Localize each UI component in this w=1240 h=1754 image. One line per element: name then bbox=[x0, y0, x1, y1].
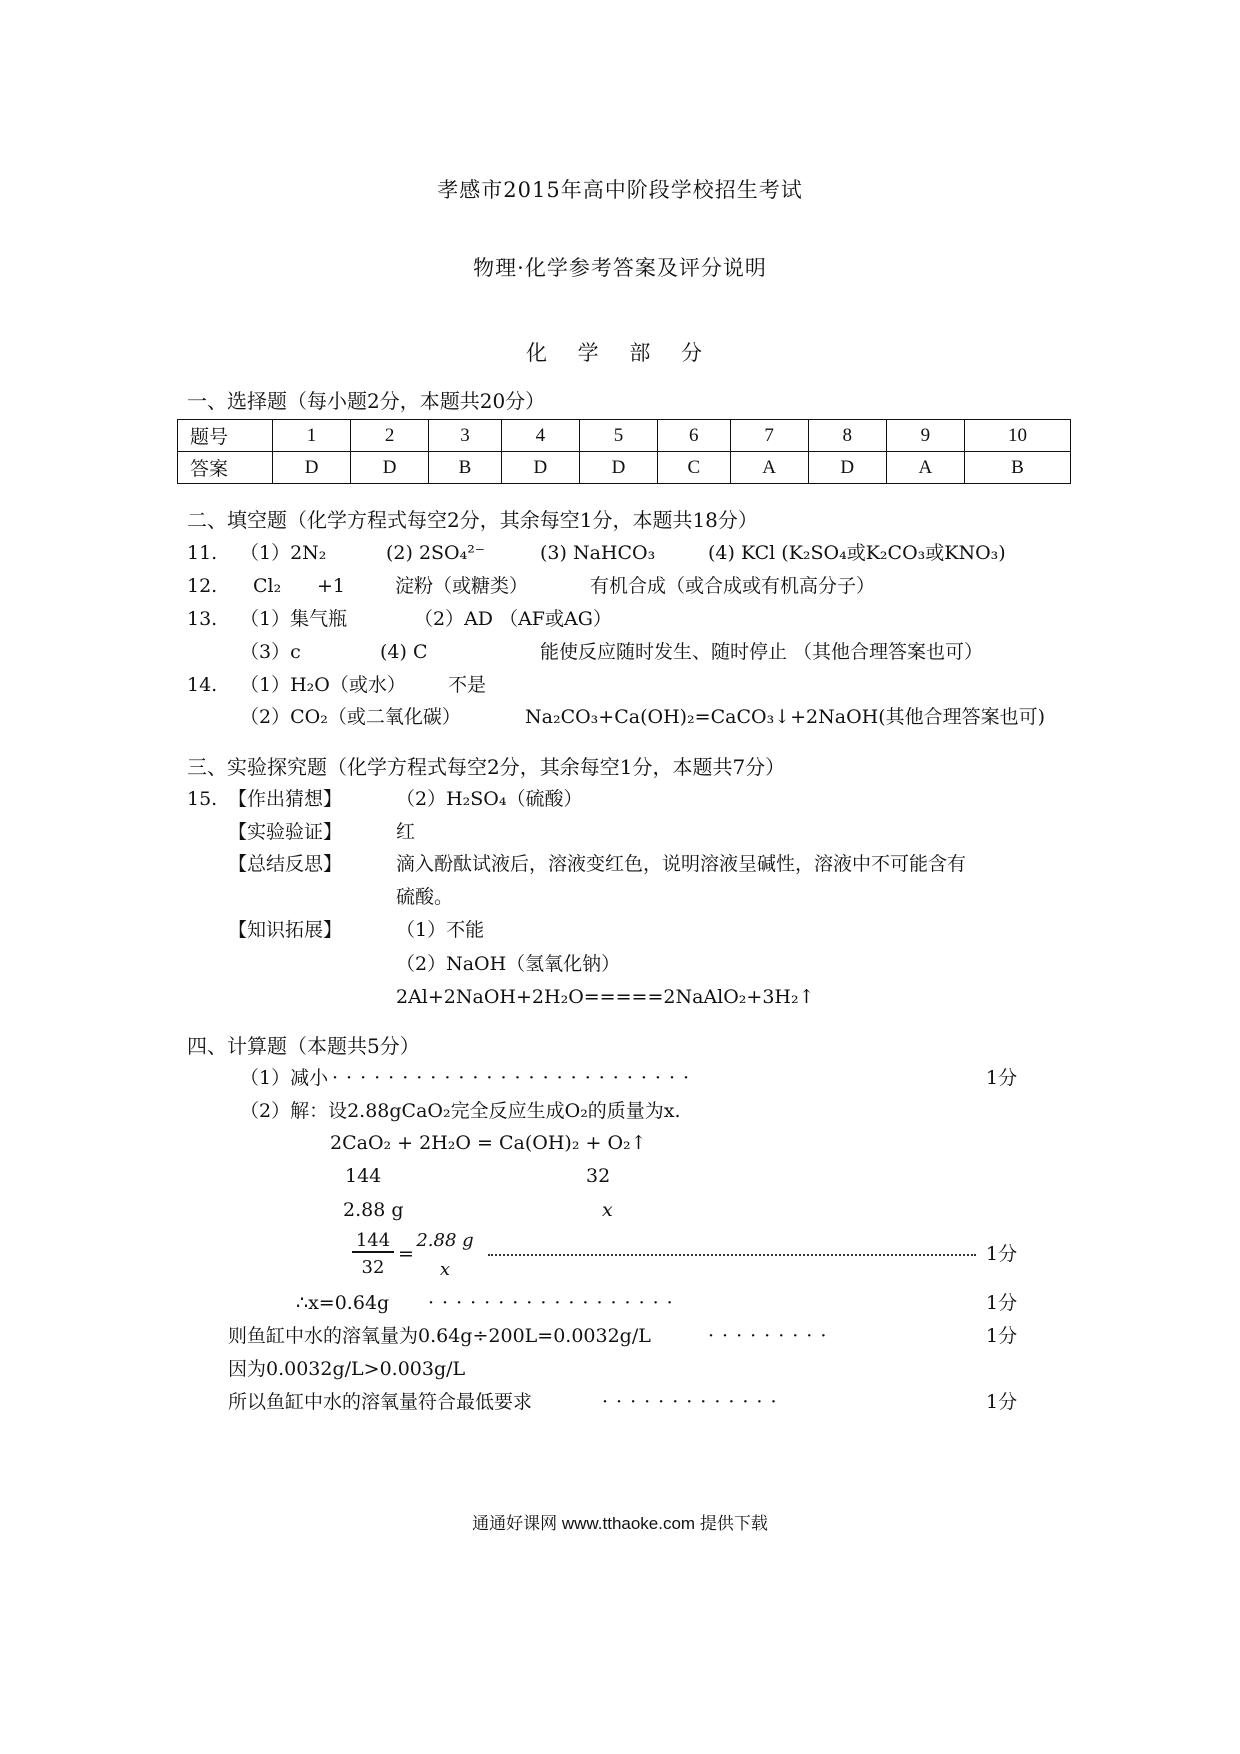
q15-text-reflection-cont: 硫酸。 bbox=[396, 886, 454, 908]
q13-answer-5: 能使反应随时发生、随时停止 （其他合理答案也可） bbox=[540, 641, 984, 663]
calc-step-1: （1）减小 bbox=[240, 1067, 329, 1089]
question-number: 3 bbox=[429, 420, 502, 452]
q11-answer-2: (2) 2SO₄²⁻ bbox=[386, 542, 485, 564]
q11-answer-4: (4) KCl (K₂SO₄或K₂CO₃或KNO₃) bbox=[708, 542, 1006, 564]
score-mark: 1分 bbox=[986, 1292, 1018, 1314]
score-mark: 1分 bbox=[986, 1391, 1018, 1413]
q12-answer-3: 淀粉（或糖类） bbox=[395, 575, 529, 597]
molar-mass-cao2: 144 bbox=[345, 1165, 382, 1187]
molar-mass-o2: 32 bbox=[586, 1165, 611, 1187]
question-number: 10 bbox=[964, 420, 1070, 452]
oxygen-concentration: 则鱼缸中水的溶氧量为0.64g÷200L=0.0032g/L bbox=[228, 1325, 651, 1347]
answer-cell: D bbox=[579, 452, 657, 484]
equals-sign: = bbox=[398, 1243, 414, 1265]
q14-answer-2: 不是 bbox=[448, 674, 487, 696]
score-leader-dots: ·················· bbox=[428, 1292, 681, 1314]
table-row-answers bbox=[178, 452, 1071, 484]
answer-cell: B bbox=[964, 452, 1070, 484]
q12-number: 12. bbox=[187, 575, 218, 597]
q15-text-reflection: 滴入酚酞试液后，溶液变红色，说明溶液呈碱性，溶液中不可能含有 bbox=[396, 853, 967, 875]
fraction-molar-denominator: 32 bbox=[361, 1257, 385, 1278]
answer-cell: A bbox=[886, 452, 964, 484]
q15-number: 15. bbox=[187, 788, 218, 810]
answer-cell: D bbox=[273, 452, 351, 484]
q13-answer-2: （2）AD （AF或AG） bbox=[414, 608, 612, 630]
score-mark: 1分 bbox=[986, 1067, 1018, 1089]
fraction-mass-denominator: x bbox=[439, 1259, 451, 1280]
part-title: 化 学 部 分 bbox=[525, 341, 715, 365]
answer-cell: A bbox=[730, 452, 808, 484]
question-number: 6 bbox=[658, 420, 731, 452]
question-number: 5 bbox=[579, 420, 657, 452]
q14-number: 14. bbox=[187, 674, 218, 696]
unknown-mass: x bbox=[602, 1199, 613, 1221]
q15-equation: 2Al+2NaOH+2H₂O=====2NaAlO₂+3H₂↑ bbox=[396, 986, 815, 1008]
score-leader-dots: ········· bbox=[708, 1325, 835, 1347]
section-2-heading: 二、填空题（化学方程式每空2分，其余每空1分，本题共18分） bbox=[187, 508, 758, 532]
answer-cell: D bbox=[808, 452, 886, 484]
question-number: 1 bbox=[273, 420, 351, 452]
given-mass: 2.88 g bbox=[343, 1199, 404, 1221]
question-number: 2 bbox=[351, 420, 429, 452]
fraction-mass bbox=[414, 1230, 476, 1280]
question-number: 7 bbox=[730, 420, 808, 452]
q13-number: 13. bbox=[187, 608, 218, 630]
question-number: 8 bbox=[808, 420, 886, 452]
q15-text-hypothesis: （2）H₂SO₄（硫酸） bbox=[396, 788, 583, 810]
score-leader-line bbox=[488, 1254, 976, 1256]
score-mark: 1分 bbox=[986, 1243, 1018, 1265]
q15-text-extension-1: （1）不能 bbox=[396, 919, 485, 941]
reaction-equation: 2CaO₂ + 2H₂O = Ca(OH)₂ + O₂↑ bbox=[330, 1132, 647, 1154]
section-4-heading: 四、计算题（本题共5分） bbox=[187, 1034, 420, 1058]
result-x: ∴x=0.64g bbox=[296, 1292, 390, 1314]
answer-cell: B bbox=[429, 452, 502, 484]
q12-answer-4: 有机合成（或合成或有机高分子） bbox=[590, 575, 876, 597]
page-footer: 通通好课网 www.tthaoke.com 提供下载 bbox=[472, 1514, 768, 1533]
row-label-answer: 答案 bbox=[178, 452, 273, 484]
q15-label-reflection: 【总结反思】 bbox=[228, 853, 343, 875]
q15-label-hypothesis: 【作出猜想】 bbox=[228, 788, 343, 810]
comparison: 因为0.0032g/L>0.003g/L bbox=[228, 1358, 466, 1380]
section-1-heading: 一、选择题（每小题2分，本题共20分） bbox=[187, 389, 546, 413]
conclusion: 所以鱼缸中水的溶氧量符合最低要求 bbox=[228, 1391, 533, 1413]
answer-table bbox=[177, 419, 1071, 484]
answer-cell: D bbox=[501, 452, 579, 484]
q15-label-extension: 【知识拓展】 bbox=[228, 919, 343, 941]
page-title: 孝感市2015年高中阶段学校招生考试 bbox=[437, 178, 803, 202]
q13-answer-1: （1）集气瓶 bbox=[240, 608, 348, 630]
fraction-molar bbox=[352, 1230, 394, 1278]
q11-number: 11. bbox=[187, 542, 218, 564]
q14-answer-4: Na₂CO₃+Ca(OH)₂=CaCO₃↓+2NaOH(其他合理答案也可) bbox=[525, 706, 1046, 728]
score-leader-dots: ············· bbox=[602, 1391, 785, 1413]
fraction-molar-numerator: 144 bbox=[355, 1230, 391, 1251]
question-number: 4 bbox=[501, 420, 579, 452]
q15-text-extension-2: （2）NaOH（氢氧化钠） bbox=[396, 953, 621, 975]
section-3-heading: 三、实验探究题（化学方程式每空2分，其余每空1分，本题共7分） bbox=[187, 755, 786, 779]
calc-step-2: （2）解：设2.88gCaO₂完全反应生成O₂的质量为x. bbox=[240, 1100, 681, 1122]
score-leader-dots: ·························· bbox=[332, 1067, 698, 1089]
q11-answer-3: (3) NaHCO₃ bbox=[540, 542, 656, 564]
page-subtitle: 物理·化学参考答案及评分说明 bbox=[473, 256, 767, 280]
q12-answer-2: +1 bbox=[317, 575, 346, 597]
score-mark: 1分 bbox=[986, 1325, 1018, 1347]
table-row-numbers bbox=[178, 420, 1071, 452]
question-number: 9 bbox=[886, 420, 964, 452]
q15-label-verification: 【实验验证】 bbox=[228, 821, 343, 843]
q14-answer-1: （1）H₂O（或水） bbox=[240, 674, 406, 696]
q15-text-verification: 红 bbox=[396, 821, 416, 843]
q13-answer-4: (4) C bbox=[380, 641, 428, 663]
q14-answer-3: （2）CO₂（或二氧化碳） bbox=[240, 706, 461, 728]
q11-answer-1: （1）2N₂ bbox=[240, 542, 327, 564]
answer-cell: C bbox=[658, 452, 731, 484]
row-label-number: 题号 bbox=[178, 420, 273, 452]
answer-cell: D bbox=[351, 452, 429, 484]
fraction-mass-numerator: 2.88 g bbox=[416, 1230, 474, 1251]
q12-answer-1: Cl₂ bbox=[253, 575, 282, 597]
q13-answer-3: （3）c bbox=[240, 641, 301, 663]
